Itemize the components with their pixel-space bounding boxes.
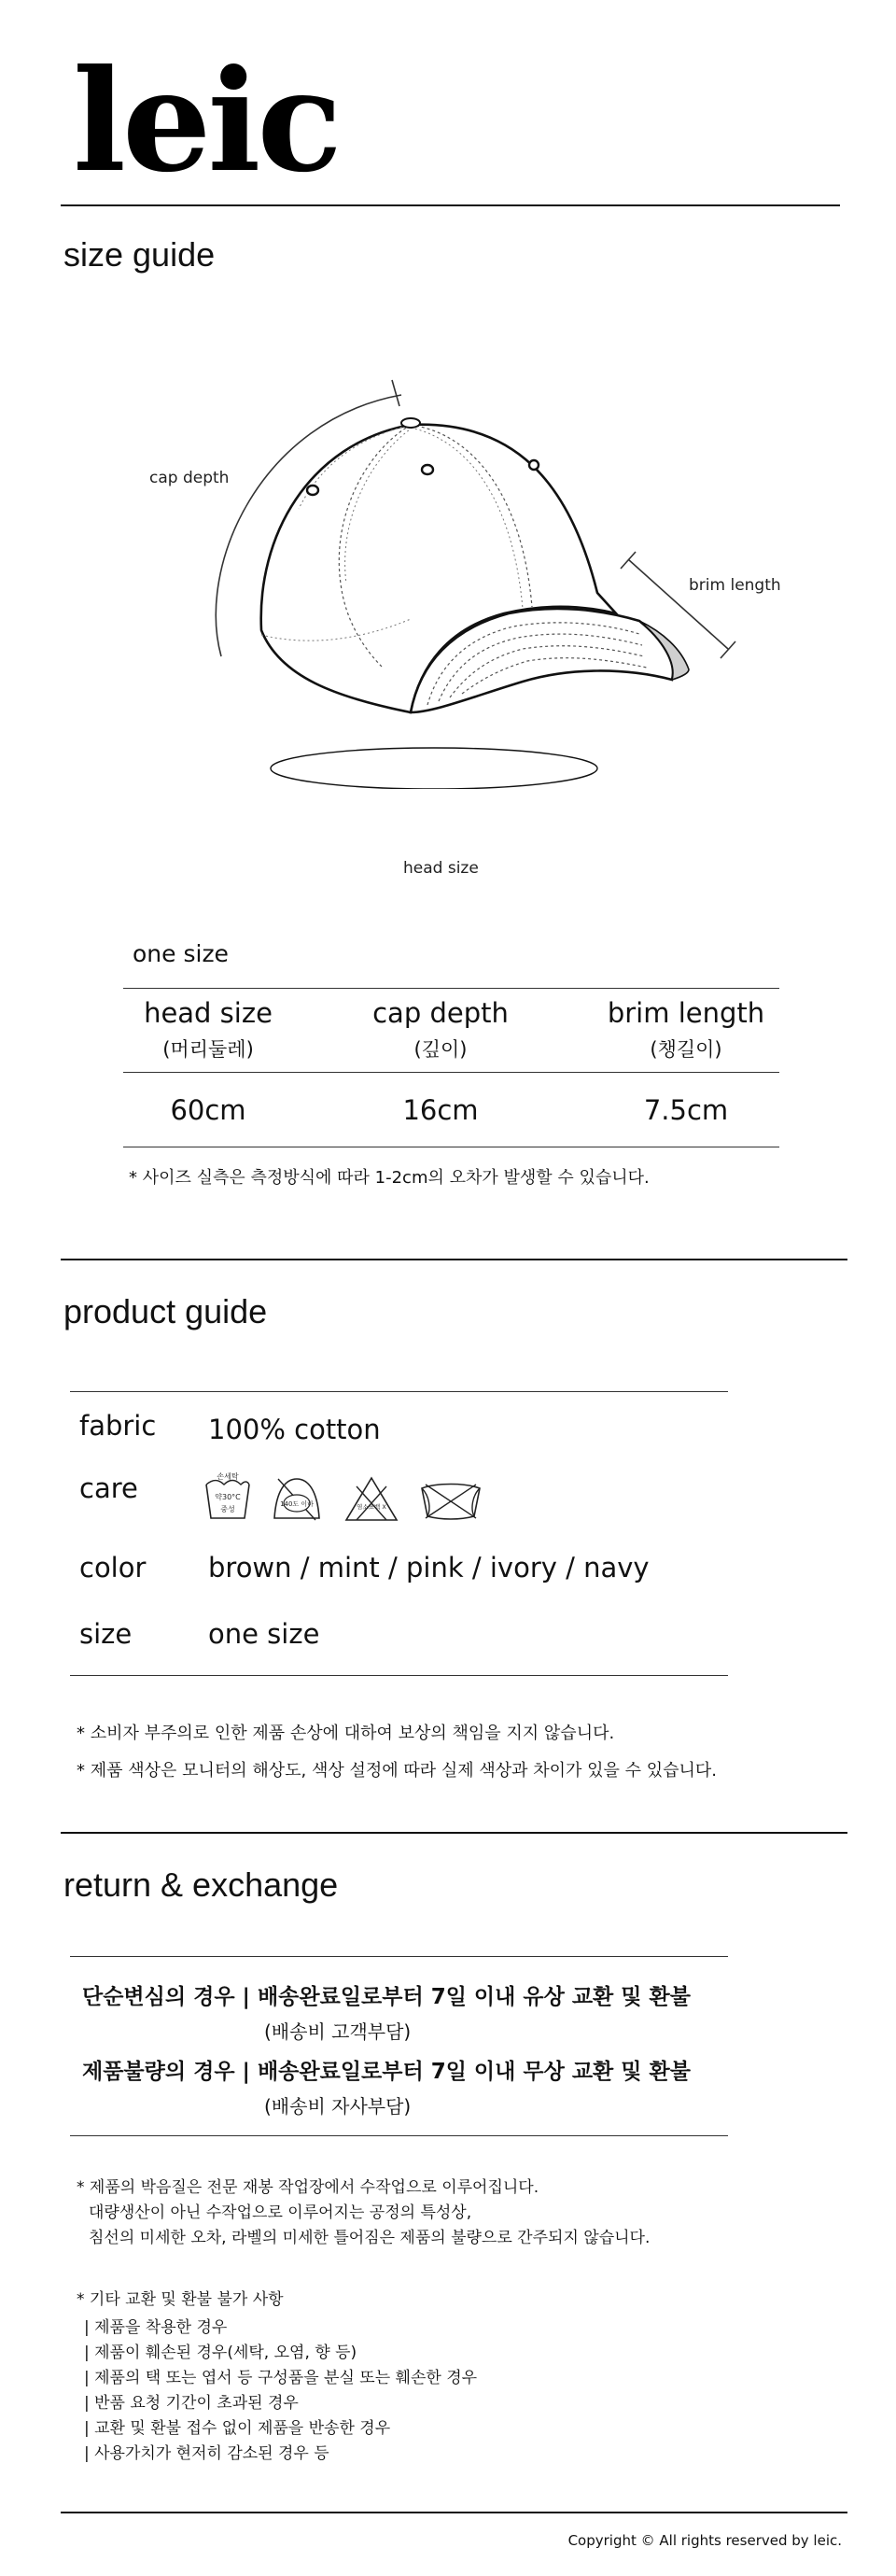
value-brim-length: 7.5cm bbox=[643, 1094, 729, 1126]
svg-text:염소표백 X: 염소표백 X bbox=[357, 1503, 386, 1511]
table-top-rule bbox=[123, 988, 779, 989]
product-bottom-rule bbox=[70, 1675, 728, 1676]
no-bleach-icon bbox=[343, 1475, 399, 1524]
return-item-change-of-mind-sub: (배송비 고객부담) bbox=[264, 2020, 412, 2043]
product-note-1: * 소비자 부주의로 인한 제품 손상에 대하여 보상의 책임을 지지 않습니다. bbox=[77, 1724, 615, 1743]
svg-text:중성: 중성 bbox=[220, 1505, 235, 1513]
color-label: color bbox=[79, 1552, 147, 1584]
list-item: | 사용가치가 현저히 감소된 경우 등 bbox=[84, 2444, 329, 2463]
product-guide-title: product guide bbox=[63, 1292, 268, 1330]
svg-text:약30°C: 약30°C bbox=[215, 1493, 241, 1501]
return-item-defect: 제품불량의 경우 | 배송완료일로부터 7일 이내 무상 교환 및 환불 bbox=[82, 2060, 691, 2084]
list-item: | 교환 및 환불 접수 없이 제품을 반송한 경우 bbox=[84, 2419, 391, 2438]
head-size-label: head size bbox=[403, 859, 479, 878]
iron-icon bbox=[271, 1475, 323, 1524]
size-label: size bbox=[79, 1618, 133, 1650]
brand-logo: leic bbox=[73, 39, 339, 204]
divider bbox=[61, 1832, 847, 1834]
table-header-head-size: head size (머리둘레) bbox=[144, 997, 273, 1061]
list-item: | 반품 요청 기간이 초과된 경우 bbox=[84, 2394, 299, 2413]
return-bottom-rule bbox=[70, 2135, 728, 2136]
color-value: brown / mint / pink / ivory / navy bbox=[208, 1552, 650, 1584]
return-top-rule bbox=[70, 1956, 728, 1957]
hand-wash-icon bbox=[203, 1471, 252, 1523]
svg-text:140도 이하: 140도 이하 bbox=[280, 1500, 314, 1508]
fabric-label: fabric bbox=[79, 1410, 157, 1442]
product-note-2: * 제품 색상은 모니터의 해상도, 색상 설정에 따라 실제 색상과 차이가 있을 수 있습니다. bbox=[77, 1761, 718, 1781]
divider bbox=[61, 204, 840, 206]
copyright: Copyright © All rights reserved by leic. bbox=[567, 2532, 842, 2549]
product-top-rule bbox=[70, 1391, 728, 1392]
care-icons bbox=[203, 1471, 483, 1527]
divider bbox=[61, 2512, 847, 2513]
size-note: * 사이즈 실측은 측정방식에 따라 1-2cm의 오차가 발생할 수 있습니다. bbox=[129, 1168, 650, 1188]
divider bbox=[61, 1259, 847, 1260]
no-tumble-dry-icon bbox=[418, 1481, 483, 1520]
table-mid-rule bbox=[123, 1072, 779, 1073]
list-item: | 제품을 착용한 경우 bbox=[84, 2318, 228, 2337]
table-header-cap-depth: cap depth (깊이) bbox=[372, 997, 509, 1061]
exclusions-title: * 기타 교환 및 환불 불가 사항 bbox=[77, 2290, 284, 2309]
table-caption: one size bbox=[133, 940, 229, 967]
brim-length-label: brim length bbox=[689, 576, 781, 595]
value-cap-depth: 16cm bbox=[402, 1094, 479, 1126]
list-item: | 제품의 택 또는 엽서 등 구성품을 분실 또는 훼손한 경우 bbox=[84, 2369, 478, 2387]
svg-text:손세탁: 손세탁 bbox=[217, 1472, 239, 1481]
list-item: | 제품이 훼손된 경우(세탁, 오염, 향 등) bbox=[84, 2344, 357, 2362]
cap-depth-label: cap depth bbox=[149, 469, 230, 487]
care-label: care bbox=[79, 1472, 138, 1504]
return-item-change-of-mind: 단순변심의 경우 | 배송완료일로부터 7일 이내 유상 교환 및 환불 bbox=[82, 1985, 691, 2009]
stitch-note: * 제품의 박음질은 전문 재봉 작업장에서 수작업으로 이루어집니다. 대량생산이 아닌 수작업으로 이루어지는 공정의 특성상, 침선의 미세한 오차, 라벨의 미세한 틀어짐은 제품의 불량으로 간주되지 않습니다. bbox=[77, 2178, 651, 2247]
size-guide-title: size guide bbox=[63, 235, 216, 274]
value-head-size: 60cm bbox=[170, 1094, 246, 1126]
table-header-brim-length: brim length (챙길이) bbox=[607, 997, 765, 1061]
size-value: one size bbox=[208, 1618, 320, 1650]
exclusions-list bbox=[84, 2316, 477, 2467]
fabric-value: 100% cotton bbox=[208, 1414, 381, 1445]
cap-diagram bbox=[131, 369, 784, 789]
return-item-defect-sub: (배송비 자사부담) bbox=[264, 2095, 412, 2118]
return-exchange-title: return & exchange bbox=[63, 1865, 339, 1904]
